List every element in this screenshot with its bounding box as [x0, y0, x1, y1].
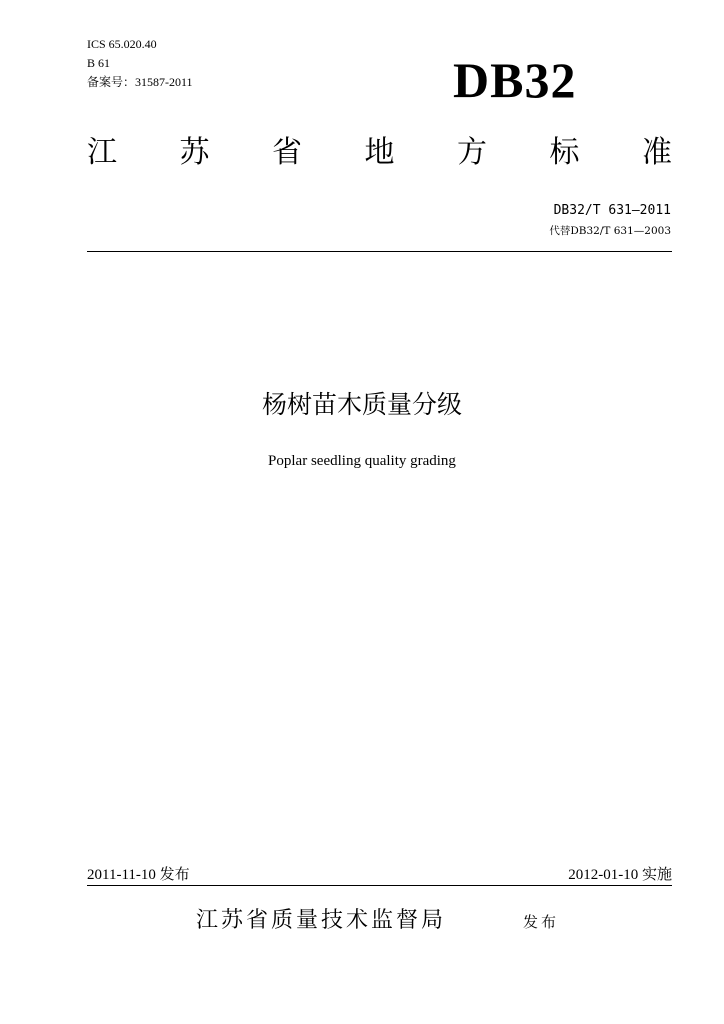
header-title-char: 省	[272, 135, 302, 170]
document-title-cn: 杨树苗木质量分级	[261, 390, 462, 419]
header-title-char: 苏	[179, 135, 210, 170]
top-divider	[87, 251, 672, 252]
header-title-char: 标	[549, 135, 580, 170]
issue-date: 2011-11-10 发布	[87, 867, 190, 883]
header-title-char: 方	[457, 135, 487, 170]
header-title-char: 地	[364, 135, 395, 170]
standard-number: DB32/T 631—2011	[553, 203, 671, 218]
publisher-name: 江苏省质量技术监督局	[196, 908, 447, 933]
document-title-en: Poplar seedling quality grading	[268, 453, 456, 469]
publisher-suffix: 发布	[523, 913, 560, 931]
db32-logo: DB32	[453, 52, 577, 108]
record-number: 备案号：31587-2011	[87, 75, 193, 89]
ccs-code: B 61	[87, 56, 111, 70]
header-title	[87, 133, 672, 173]
implementation-date: 2012-01-10 实施	[568, 867, 672, 883]
header-title-char: 江	[87, 135, 117, 170]
header-title-char: 准	[642, 135, 672, 170]
bottom-divider	[87, 885, 672, 886]
replaces-standard: 代替DB32/T 631—2003	[549, 225, 671, 237]
ics-code: ICS 65.020.40	[87, 37, 157, 51]
